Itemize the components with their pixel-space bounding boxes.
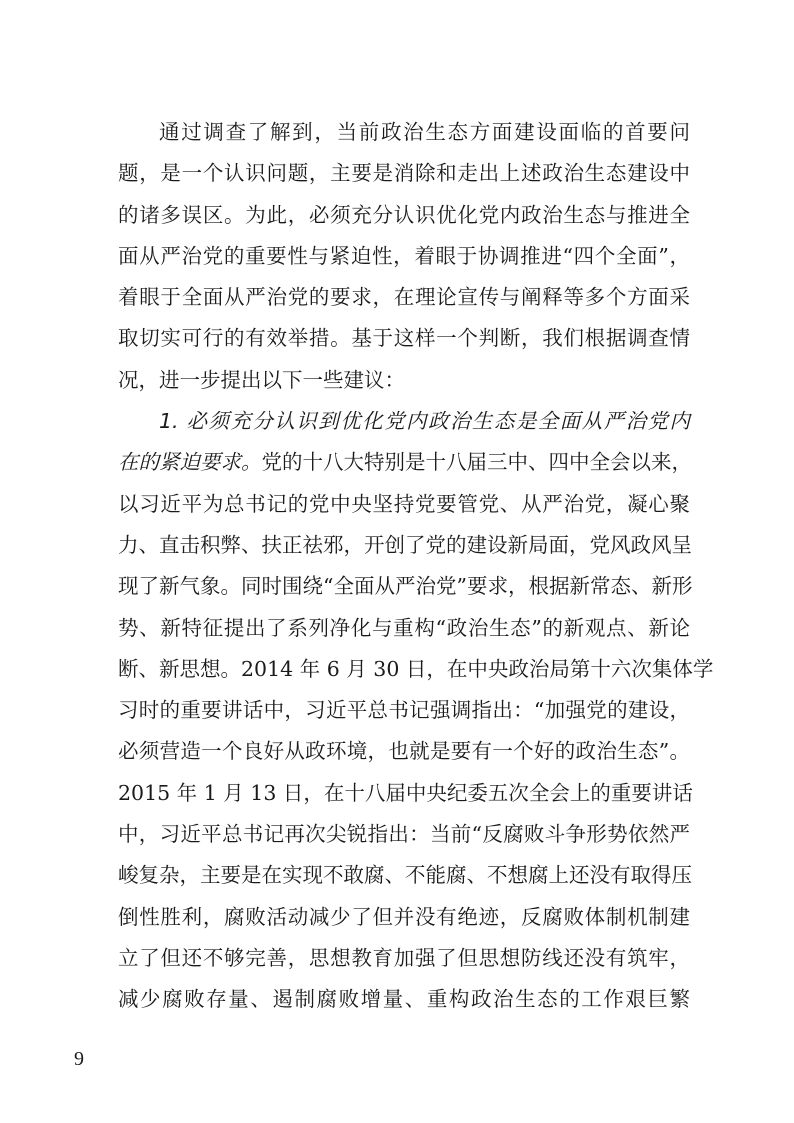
text-line: 着眼于全面从严治党的要求，在理论宣传与阐释等多个方面采 <box>118 285 690 310</box>
body-text <box>118 112 714 1021</box>
text-line: 况，进一步提出以下一些建议： <box>118 367 405 392</box>
text-line: 减少腐败存量、遏制腐败增量、重构政治生态的工作艰巨繁 <box>118 987 690 1012</box>
text-line: 现了新气象。同时围绕“全面从严治党”要求，根据新常态、新形 <box>118 574 693 599</box>
text-line: 中，习近平总书记再次尖锐指出：当前“反腐败斗争形势依然严 <box>118 822 690 847</box>
text-line: 势、新特征提出了系列净化与重构“政治生态”的新观点、新论 <box>118 615 690 640</box>
section-heading-line <box>118 401 690 442</box>
section-heading: 1. 必须充分认识到优化党内政治生态是全面从严治党内 <box>159 409 690 434</box>
text-line: 断、新思想。2014 年 6 月 30 日，在中央政治局第十六次集体学 <box>118 656 714 681</box>
text-line: 力、直击积弊、扶正祛邪，开创了党的建设新局面，党风政风呈 <box>118 532 692 557</box>
text-line: 2015 年 1 月 13 日，在十八届中央纪委五次全会上的重要讲话 <box>118 780 693 805</box>
text-line: 取切实可行的有效举措。基于这样一个判断，我们根据调查情 <box>118 326 690 351</box>
text-line: 题，是一个认识问题，主要是消除和走出上述政治生态建设中 <box>118 161 690 186</box>
text-line: 峻复杂，主要是在实现不敢腐、不能腐、不想腐上还没有取得压 <box>118 863 692 888</box>
text-run: 党的十八大特别是十八届三中、四中全会以来， <box>261 450 692 475</box>
text-line: 通过调查了解到，当前政治生态方面建设面临的首要问 <box>159 120 690 144</box>
text-line: 习时的重要讲话中，习近平总书记强调指出：“加强党的建设， <box>118 698 690 723</box>
text-line: 以习近平为总书记的党中央坚持党要管党、从严治党，凝心聚 <box>118 491 690 516</box>
section-heading-continued: 在的紧迫要求。 <box>118 450 262 475</box>
page-number: 9 <box>74 1048 84 1070</box>
text-line: 面从严治党的重要性与紧迫性，着眼于协调推进“四个全面”， <box>118 243 690 268</box>
text-line: 立了但还不够完善，思想教育加强了但思想防线还没有筑牢， <box>118 945 690 970</box>
text-line <box>118 442 690 483</box>
text-line: 的诸多误区。为此，必须充分认识优化党内政治生态与推进全 <box>118 202 690 227</box>
text-line: 倒性胜利，腐败活动减少了但并没有绝迹，反腐败体制机制建 <box>118 904 690 929</box>
text-line: 必须营造一个良好从政环境，也就是要有一个好的政治生态”。 <box>118 739 690 764</box>
